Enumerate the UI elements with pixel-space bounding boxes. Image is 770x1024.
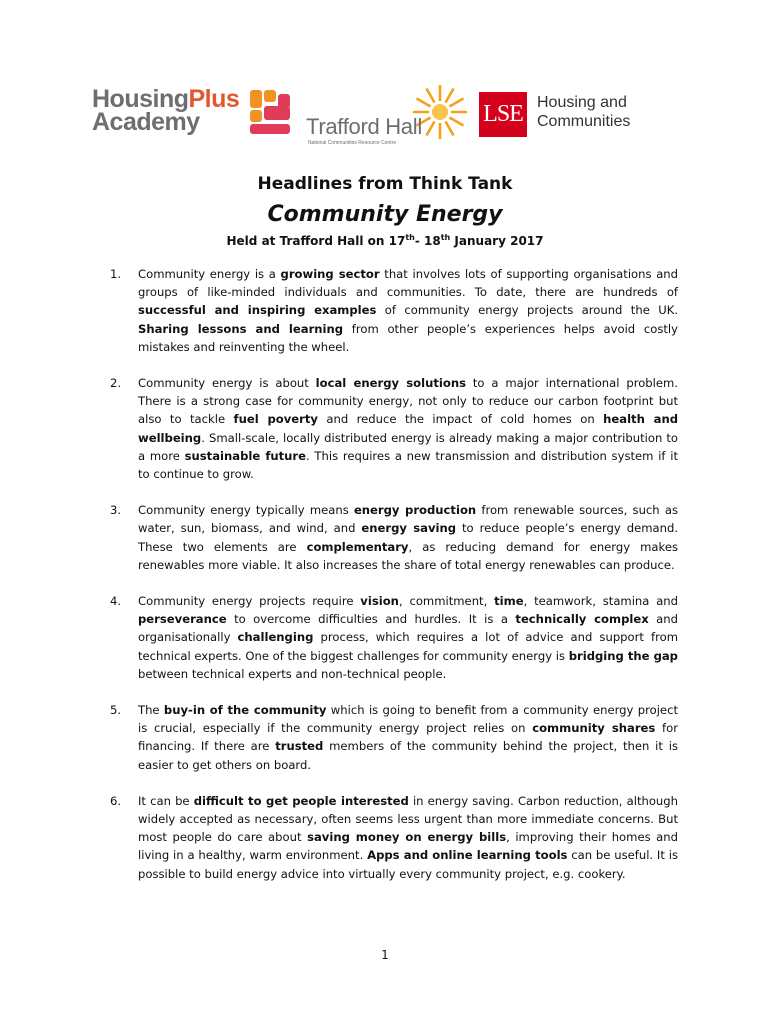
list-item [110,792,678,883]
date-text: Held at Trafford Hall on 17 [226,234,406,248]
list-item-number: 4. [110,594,122,609]
emphasis-text: Sharing lessons and learning [138,321,344,336]
logo-text: Academy [92,108,200,136]
body-text: to overcome difficulties and hurdles. It is a [226,612,516,627]
document-title: Community Energy [267,202,503,227]
body-text: and reduce the impact of cold homes on [317,412,604,427]
body-text: between technical experts and non-technical people. [138,666,447,681]
body-text: Community energy projects require [138,594,361,609]
body-text: and organisationally [138,612,678,645]
list-item-number: 2. [110,376,122,391]
page-number: 1 [381,948,389,962]
emphasis-text: community shares [532,721,656,736]
logo-bar [0,84,770,159]
body-text: of community energy projects around the UK. [376,303,679,318]
emphasis-text: difficult to get people interested [193,793,409,808]
housing-plus-academy-wordmark [92,85,242,136]
list-item-number: 3. [110,503,122,518]
body-text: for financing. If there are [138,721,678,754]
body-text: Community energy is about [138,376,316,391]
lse-wordmark [537,93,667,131]
logo-text-plus: Plus [188,85,240,113]
emphasis-text: complementary [306,539,409,554]
trafford-hall-subtitle: National Communities Resource Centre [308,140,397,146]
list-item [110,701,678,774]
body-text: which is going to benefit from a community energy project is crucial, especially if the community energy project relies on [138,703,678,736]
body-text: . Small-scale, locally distributed energy is already making a major contribution to a more [138,430,678,463]
emphasis-text: fuel poverty [233,412,318,427]
date-text: January 2017 [450,234,544,248]
date-sup: th [405,233,415,242]
emphasis-text: Apps and online learning tools [367,848,568,863]
body-text: members of the community behind the project, then it is easier to get others on board. [138,739,678,772]
body-text: . This requires a new transmission and distribution system if it to continue to grow. [138,448,679,482]
emphasis-text: sustainable future [184,448,306,463]
body-text: Community energy is a [138,267,281,281]
emphasis-text: energy saving [361,521,457,536]
body-text: , teamwork, stamina and [523,594,679,609]
lse-mark: LSE [479,92,527,137]
list-item [110,501,678,574]
logo-text: Housing [92,85,189,113]
emphasis-text: health and wellbeing [138,412,679,445]
lse-line: Communities [537,113,631,130]
emphasis-text: time [494,594,524,609]
body-text: It can be [138,793,194,808]
emphasis-text: challenging [237,630,314,645]
body-text: can be useful. It is possible to build energy advice into virtually every community project, e.g. cookery. [138,848,678,881]
list-item [110,265,678,356]
body-text: that involves lots of supporting organisations and groups of like-minded individuals and communities. To date, there are hundreds of [138,267,679,300]
emphasis-text: perseverance [138,612,227,627]
list-item [110,592,678,683]
trafford-hall-wordmark: Trafford Hall [306,114,422,139]
housing-plus-blocks-icon [248,90,292,134]
trafford-hall-logo [302,84,472,156]
list-item [110,374,678,483]
body-text: , improving their homes and living in a healthy, warm environment. [138,830,678,863]
body-text: in energy saving. Carbon reduction, although widely accepted as necessary, often seems less urgent than more immediate concerns. But most people do care about [138,793,678,845]
body-text: from renewable sources, such as water, sun, biomass, and wind, and [138,503,678,536]
lse-line: Housing and [537,94,627,111]
emphasis-text: local energy solutions [315,376,466,391]
emphasis-text: bridging the gap [568,648,678,663]
emphasis-text: growing sector [280,267,380,281]
list-item-number: 5. [110,703,122,718]
headline-list [110,265,678,901]
event-dates [0,233,770,248]
list-item-number: 1. [110,267,122,281]
emphasis-text: successful and inspiring examples [138,303,377,318]
document-heading: Headlines from Think Tank [257,174,513,194]
body-text: from other people’s experiences helps avoid costly mistakes and reinventing the wheel. [138,321,678,354]
emphasis-text: trusted [275,739,324,754]
emphasis-text: technically complex [515,612,649,627]
emphasis-text: energy production [353,503,477,518]
body-text: , as reducing demand for energy makes renewables more viable. It also increases the share of total energy renewables can produce. [138,539,678,572]
body-text: to a major international problem. There is a strong case for community energy, not only to reduce our carbon footprint but also to tackle [138,376,678,427]
body-text: Community energy typically means [138,503,354,518]
body-text: The [138,703,164,718]
body-text: to reduce people’s energy demand. These two elements are [138,521,679,554]
emphasis-text: buy-in of the community [163,703,327,718]
emphasis-text: vision [360,594,399,609]
body-text: process, which requires a lot of advice and support from technical experts. One of the biggest challenges for community energy is [138,630,679,663]
list-item-number: 6. [110,793,122,808]
body-text: , commitment, [398,594,495,609]
date-text: - 18 [414,234,441,248]
date-sup: th [440,233,451,242]
emphasis-text: saving money on energy bills [307,830,507,845]
